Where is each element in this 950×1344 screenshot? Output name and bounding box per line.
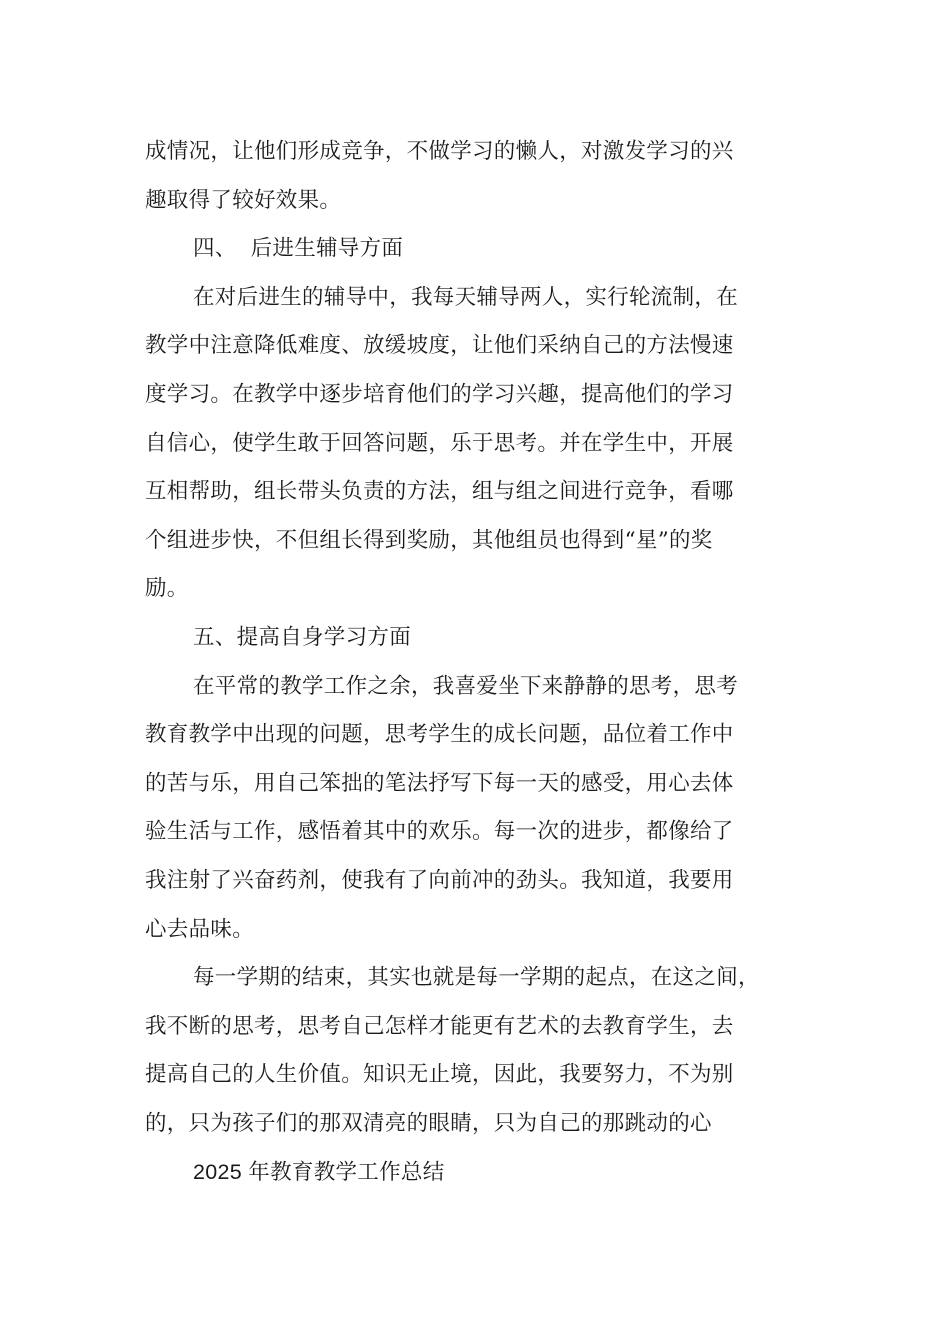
paragraph-line: 在对后进生的辅导中，我每天辅导两人，实行轮流制，在 [193,284,739,310]
section-heading [145,225,810,274]
document-title: 2025 年教育教学工作总结 [193,1160,445,1185]
section-number: 四、 [193,236,237,262]
paragraph-line: 度学习。在教学中逐步培育他们的学习兴趣，提高他们的学习 [145,381,734,407]
paragraph-line: 心去品味。 [145,916,255,942]
paragraph-line: 个组进步快，不但组长得到奖励，其他组员也得到“星”的奖 [145,527,713,553]
section-heading-text: 后进生辅导方面 [250,236,404,262]
paragraph-line: 在平常的教学工作之余，我喜爱坐下来静静的思考，思考 [193,673,739,699]
paragraph-line: 成情况，让他们形成竞争，不做学习的懒人，对激发学习的兴 [145,139,734,164]
paragraph-line: 趣取得了较好效果。 [145,187,342,213]
paragraph-line: 我不断的思考，思考自己怎样才能更有艺术的去教育学生，去 [145,1013,734,1039]
paragraph-line: 验生活与工作，感悟着其中的欢乐。每一次的进步，都像给了 [145,819,734,845]
paragraph-line: 自信心，使学生敢于回答问题，乐于思考。并在学生中，开展 [145,430,734,456]
paragraph-line: 教育教学中出现的问题，思考学生的成长问题，品位着工作中 [145,722,734,748]
paragraph-line: 的，只为孩子们的那双清亮的眼睛，只为自己的那跳动的心 [145,1110,712,1136]
section-heading: 五、提高自身学习方面 [193,624,412,650]
paragraph-line: 教学中注意降低难度、放缓坡度，让他们采纳自己的方法慢速 [145,333,734,359]
paragraph-line: 我注射了兴奋药剂，使我有了向前冲的劲头。我知道，我要用 [145,867,734,893]
paragraph-line: 的苦与乐，用自己笨拙的笔法抒写下每一天的感受，用心去体 [145,770,734,796]
paragraph-line: 励。 [145,576,189,602]
document-page [145,128,810,1197]
paragraph-line: 提高自己的人生价值。知识无止境，因此，我要努力，不为别 [145,1062,734,1088]
paragraph-line: 互相帮助，组长带头负责的方法，组与组之间进行竞争，看哪 [145,479,734,505]
paragraph-line: 每一学期的结束，其实也就是每一学期的起点，在这之间， [193,965,760,991]
